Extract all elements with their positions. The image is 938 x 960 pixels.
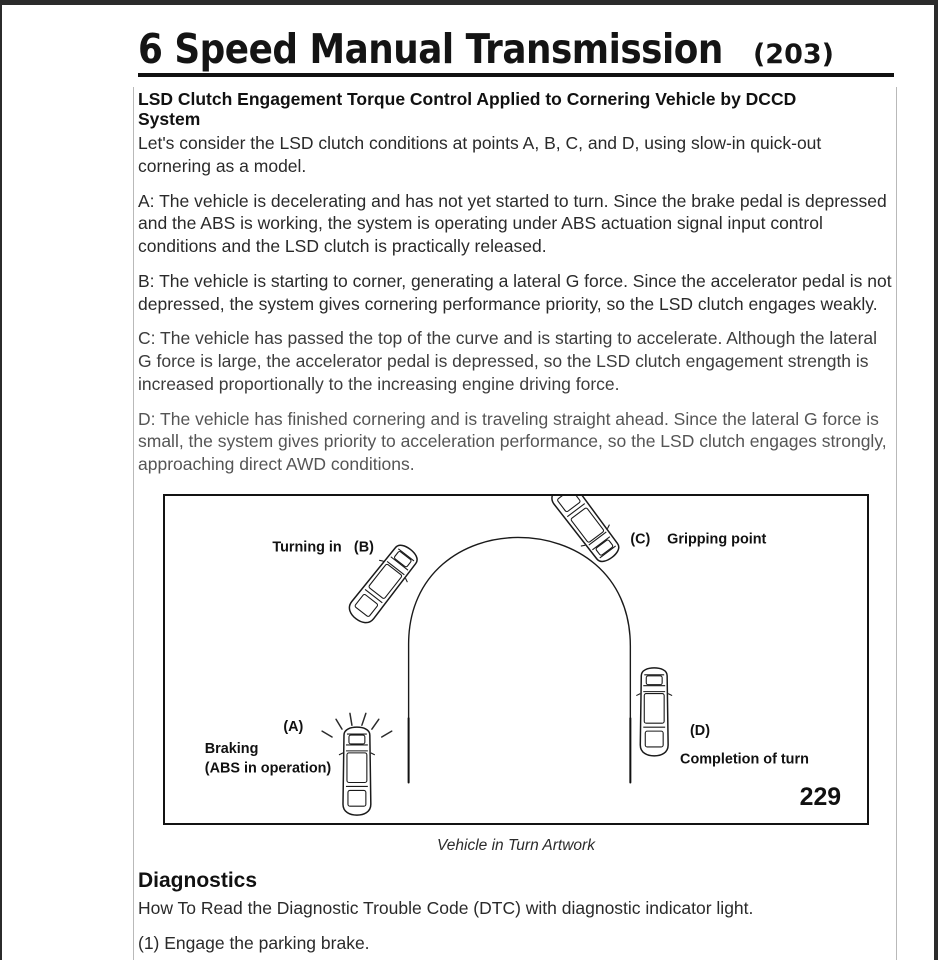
diagnostics-heading: Diagnostics <box>138 868 258 892</box>
column-rule-right <box>896 87 897 960</box>
label-point-c: (C) <box>630 531 651 548</box>
cornering-path <box>409 537 631 782</box>
label-gripping-point: Gripping point <box>667 531 767 548</box>
content-column <box>138 5 894 960</box>
label-braking: Braking <box>204 740 259 757</box>
figure-caption: Vehicle in Turn Artwork <box>437 836 595 854</box>
paragraph-point-d: D: The vehicle has finished cornering and is traveling straight ahead. Since the lateral G force is small, the system gives priority to acceleration performance, so the LSD clutch engages strongly, approaching direct AWD conditions. <box>138 408 887 475</box>
label-point-a: (A) <box>283 719 304 735</box>
label-point-d: (D) <box>690 722 711 739</box>
page-title-text: 6 Speed Manual Transmission <box>138 25 723 73</box>
diagnostics-intro: How To Read the Diagnostic Trouble Code (DTC) with diagnostic indicator light. <box>138 897 754 918</box>
page-title <box>138 25 894 77</box>
label-braking-note: (ABS in operation) <box>204 760 332 777</box>
paragraph-point-c: C: The vehicle has passed the top of the curve and is starting to accelerate. Although the lateral G force is large, the accelerator pedal is depressed, so the LSD clutch engagement strength is increased proportionally to the increasing engine driving force. <box>138 328 878 394</box>
vehicle-in-turn-diagram <box>165 496 867 823</box>
column-rule-left <box>133 87 134 960</box>
figure-frame <box>163 494 869 825</box>
page-title-code: (203) <box>752 39 834 70</box>
car-c-body <box>548 496 623 566</box>
figure-page-number: 229 <box>799 784 842 812</box>
label-turning-in: Turning in <box>272 539 342 556</box>
paragraph-point-b: B: The vehicle is starting to corner, generating a lateral G force. Since the accelerator pedal is not depressed, the system gives cornering performance priority, so the LSD clutch engages weakly. <box>138 270 892 314</box>
car-d-completion <box>636 668 672 756</box>
figure <box>138 494 894 855</box>
cornering-path-straights <box>409 718 631 782</box>
paragraph-point-a: A: The vehicle is decelerating and has not yet started to turn. Since the brake pedal is depressed and the ABS is working, the system is operating under ABS actuation signal input control conditions and the LSD clutch is practically released. <box>138 190 887 257</box>
car-a-braking <box>322 713 392 815</box>
diagnostics-step-1: (1) Engage the parking brake. <box>138 932 370 953</box>
label-completion-of-turn: Completion of turn <box>680 751 809 768</box>
label-point-b: (B) <box>353 539 374 556</box>
section-heading: LSD Clutch Engagement Torque Control Applied to Cornering Vehicle by DCCD System <box>138 88 797 130</box>
paragraph-intro: Let's consider the LSD clutch conditions at points A, B, C, and D, using slow-in quick-out cornering as a model. <box>138 133 822 176</box>
